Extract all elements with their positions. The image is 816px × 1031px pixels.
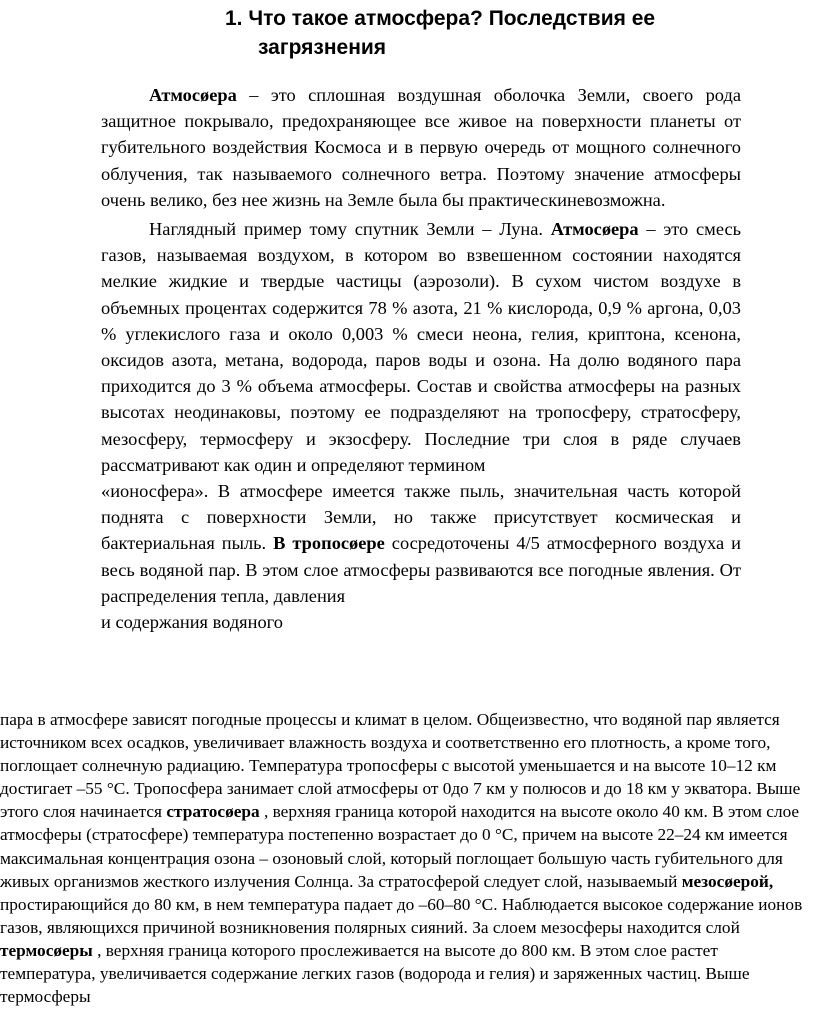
title-line-2: загрязнения	[258, 36, 387, 59]
paragraph-layers	[0, 708, 812, 1008]
title-line-1: 1. Что такое атмосфера? Последствия ее	[225, 7, 656, 30]
paragraph-text: сосредоточены 4/5 атмосферного воздуха и весь водяной пар. В этом слое атмосферы развиваются все погодные явления. От распределения тепла, давления	[101, 533, 741, 606]
term-atmosphere: Атмосøера	[550, 219, 639, 240]
paragraph-ionosphere	[101, 478, 741, 609]
paragraph-text: Наглядный пример тому спутник Земли – Луна.	[149, 219, 551, 240]
paragraph-text: простирающийся до 80 км, в нем температура падает до –60–80 °С. Наблюдается высокое содержание ионов газов, являющихся причиной возникновения полярных сияний. За слоем мезосферы находится слой	[0, 894, 803, 937]
term-troposphere: В тропосøере	[273, 533, 385, 554]
paragraph-text: , верхняя граница которой находится на высоте около 40 км. В этом слое атмосферы (стратосфере) температура постепенно возрастает до 0 °С, причем на высоте 22–24 км имеется максимальная концентрация озона – озоновый слой, который поглощает большую часть губительного для живых организмов жесткого излучения Солнца. За стратосферой следует слой, называемый	[0, 802, 800, 891]
term-atmosphere: Атмосøера	[149, 85, 237, 105]
term-stratosphere: стратосøера	[166, 802, 260, 822]
paragraph-text: и содержания водяного	[101, 612, 283, 633]
paragraph-tail	[101, 609, 741, 635]
paragraph-text: «ионосфера». В атмосфере имеется также пыль, значительная часть которой поднята с поверхности Земли, но также присутствует космическая и бактериальная пыль.	[101, 481, 741, 554]
paragraph-atmosphere-definition	[101, 82, 741, 213]
paragraph-text: – это сплошная воздушная оболочка Земли, своего рода защитное покрывало, предохраняющее все живое на поверхности планеты от губительного воздействия Космоса и в первую очередь от мощного солнечного облучения, так называемого солнечного ветра. Поэтому значение атмосферы очень велико, бeз нее жизнь на Земле была бы практическиневозможна.	[101, 85, 741, 210]
paragraph-text: – это смесь газов, называемая воздухом, в котором во взвешенном состоянии находятся мелкие жидкие и твердые частицы (аэрозоли). В сухом чистом воздухе в объемных процентах содержится 78 % азота, 21 % кислорода, 0,9 % аргона, 0,03 % углекислого газа и около 0,003 % смеси неона, гелия, криптона, ксенона, оксидов азота, метана, водорода, паров воды и озона. На долю водяного пара приходится до 3 % объема атмосферы. Состав и свойства атмосферы на разных высотах неодинаковы, поэтому ее подразделяют на тропосферу, стратосферу, мезосферу, термосферу и экзосферу. Последние три слоя в ряде случаев рассматривают как один и определяют термином	[101, 219, 741, 475]
lower-text-block	[0, 708, 812, 1008]
paragraph-composition	[101, 216, 741, 478]
term-thermosphere: термосøеры	[0, 940, 93, 960]
paragraph-text: пара в атмосфере зависят погодные процессы и климат в целом. Общеизвестно, что водяной пар является источником всех осадков, увеличивает влажность воздуха и соответственно его плотность, а кроме того, поглощает солнечную радиацию. Температура тропосферы с высотой уменьшается и на высоте 10–12 км достигает –55 °С. Тропосфера занимает слой атмосферы от 0до 7 км у полюсов и до 18 км у экватора. Выше этого слоя начинается	[0, 710, 801, 822]
page-title	[225, 4, 745, 62]
term-mesosphere: мезосøерой,	[681, 871, 774, 891]
paragraph-text: , верхняя граница которого прослеживается на высоте до 800 км. В этом слое растет температура, увеличивается содержание легких газов (водорода и гелия) и заряженных частиц. Выше термосферы	[0, 940, 750, 1007]
main-text-block	[101, 82, 741, 635]
